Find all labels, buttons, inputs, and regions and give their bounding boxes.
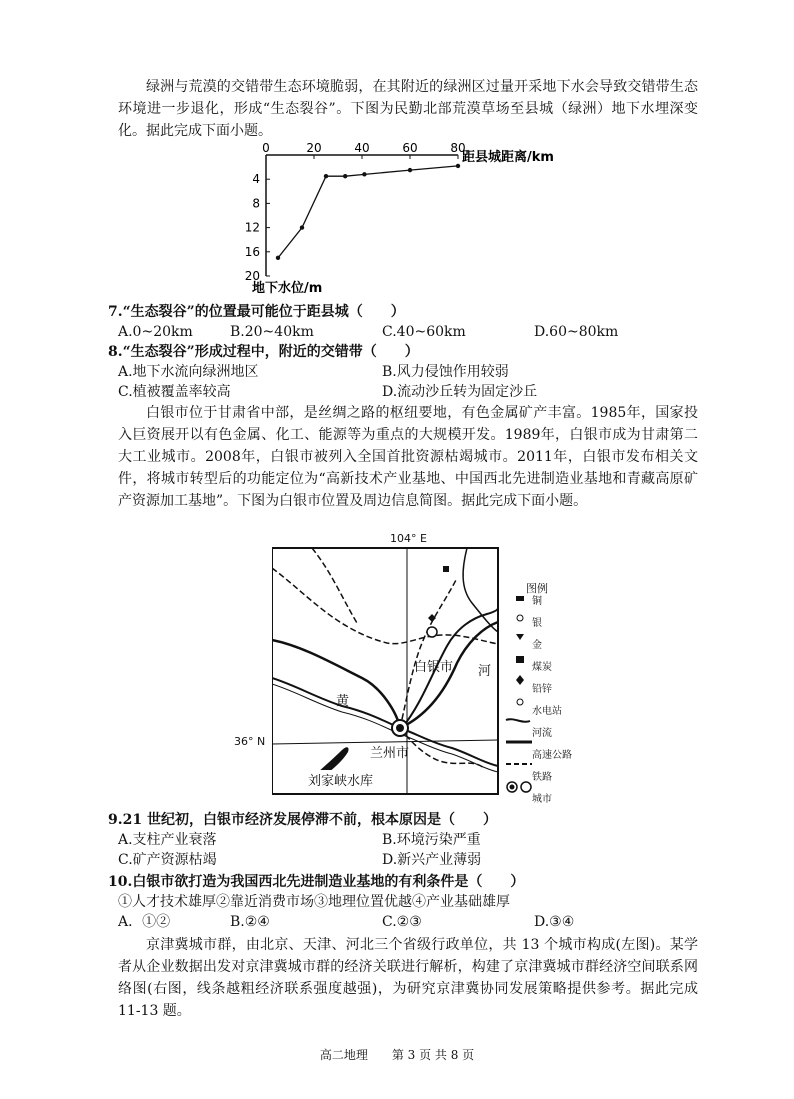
legend-item-4: 铅锌 (532, 684, 552, 695)
legend-item-6: 河流 (532, 728, 552, 739)
legend-item-5: 水电站 (532, 706, 562, 717)
label-he: 河 (478, 664, 492, 679)
label-huang: 黄 (336, 694, 350, 709)
data-point-5 (408, 168, 412, 172)
legend-item-7: 高速公路 (532, 750, 572, 761)
page-footer: 高二地理 第 3 页 共 8 页 (319, 1048, 475, 1062)
y-tick-label: 8 (252, 196, 260, 211)
label-lanzhou: 兰州市 (370, 746, 410, 761)
question-9-stem: 9.21 世纪初，白银市经济发展停滞不前，根本原因是（ ） (108, 812, 497, 828)
data-point-2 (324, 174, 328, 178)
lead-zinc-icon (428, 614, 436, 622)
y-tick-label: 20 (244, 269, 260, 283)
intro-paragraph-2: 白银市位于甘肃省中部，是丝绸之路的枢纽要地，有色金属矿产丰富。1985年，国家投入巨资展开以有色金属、化工、能源等为重点的大规模开发。1989年，白银市成为甘肃第二大工业城市。2008年，白银市被列入全国首批资源枯竭城市。2011年，白银市发布相关文件，将城市转型后的功能定位为“高新技术产业基地、中国西北先进制造业基地和青藏高原矿产资源加工基地”。下图为白银市位置及周边信息简图。据此完成下面小题。 (118, 405, 698, 509)
y-axis-label: 地下水位/m (252, 281, 323, 296)
legend-item-8: 铁路 (532, 772, 552, 783)
y-tick-label: 4 (252, 172, 260, 187)
q10-option-c: C.②③ (382, 914, 422, 930)
coal-mine-icon (443, 566, 449, 572)
y-tick-label: 12 (244, 220, 260, 235)
data-point-4 (362, 172, 366, 176)
label-liujiaxia: 刘家峡水库 (308, 770, 373, 789)
question-8-stem: 8.“生态裂谷”形成过程中，附近的交错带（ ） (108, 344, 419, 360)
legend-item-2: 金 (532, 640, 542, 651)
q7-option-d: D.60~80km (534, 324, 619, 340)
x-axis-label: 距县城距离/km (462, 150, 554, 165)
q10-option-b: B.②④ (230, 914, 270, 930)
q8-option-d: D.流动沙丘转为固定沙丘 (382, 384, 538, 400)
q9-option-d: D.新兴产业薄弱 (382, 852, 482, 868)
intro-paragraph-1: 绿洲与荒漠的交错带生态环境脆弱，在其附近的绿洲区过量开采地下水会导致交错带生态环境进一步退化，形成“生态裂谷”。下图为民勤北部荒漠草场至县城（绿洲）地下水埋深变化。据此完成下面小题。 (118, 79, 698, 139)
q10-option-a: A．①② (118, 914, 171, 930)
q8-option-a: A.地下水流向绿洲地区 (118, 364, 259, 380)
x-tick-label: 0 (262, 141, 270, 155)
latitude-label: 36° N (234, 735, 266, 748)
label-baiyin: 白银市 (414, 660, 454, 675)
legend-item-9: 城市 (532, 794, 552, 805)
q9-option-a: A.支柱产业衰落 (118, 832, 217, 848)
q9-option-c: C.矿产资源枯竭 (118, 852, 217, 868)
x-tick-label: 20 (306, 141, 322, 155)
longitude-label: 104° E (390, 532, 427, 545)
q9-option-b: B.环境污染严重 (382, 832, 481, 848)
q10-items: ①人才技术雄厚②靠近消费市场③地理位置优越④产业基础雄厚 (118, 894, 510, 910)
q8-option-b: B.风力侵蚀作用较弱 (382, 364, 509, 380)
x-tick-label: 60 (402, 141, 418, 155)
baiyin-map (234, 528, 572, 805)
intro-paragraph-3: 京津冀城市群，由北京、天津、河北三个省级行政单位，共 13 个城市构成(左图)。某学者从企业数据出发对京津冀城市群的经济关联进行解析，构建了京津冀城市群经济空间联系网络图(右图，线条越粗经济联系强度越强)，为研究京津冀协同发展策略提供参考。据此完成 11-13 题。 (118, 937, 698, 1019)
data-point-1 (300, 225, 304, 229)
x-tick-label: 80 (450, 141, 466, 155)
question-10-stem: 10.白银市欲打造为我国西北先进制造业基地的有利条件是（ ） (108, 874, 525, 890)
legend-item-1: 银 (532, 618, 542, 629)
legend-item-0: 铜 (532, 596, 542, 607)
q8-option-c: C.植被覆盖率较高 (118, 384, 231, 400)
data-point-0 (276, 256, 280, 260)
x-tick-label: 40 (354, 141, 370, 155)
question-7-stem: 7.“生态裂谷”的位置最可能位于距县城（ ） (108, 304, 405, 320)
series-line (278, 166, 458, 258)
q7-option-a: A.0~20km (118, 324, 193, 340)
q10-option-d: D.③④ (534, 914, 575, 930)
q7-option-c: C.40~60km (382, 324, 466, 340)
y-tick-label: 16 (244, 244, 260, 259)
data-point-3 (343, 174, 347, 178)
legend-item-3: 煤炭 (532, 662, 552, 673)
legend-title: 图例 (526, 582, 548, 595)
q7-option-b: B.20~40km (230, 324, 314, 340)
data-point-6 (456, 164, 460, 168)
